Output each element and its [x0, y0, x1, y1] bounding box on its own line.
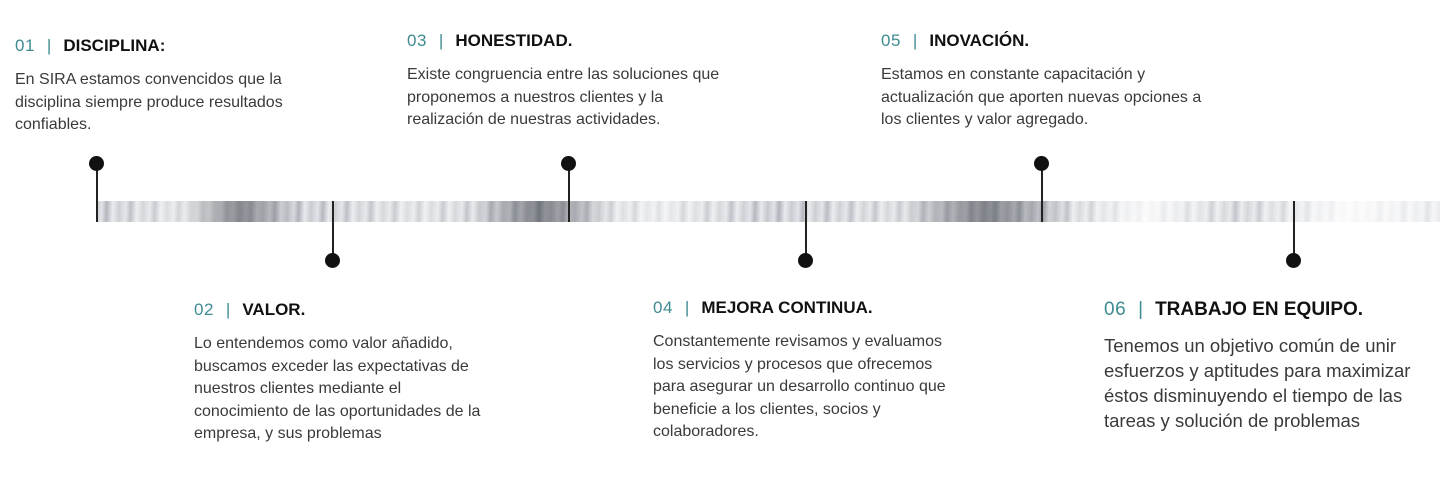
connector-02	[332, 201, 334, 261]
connector-03	[568, 163, 570, 222]
value-title: MEJORA CONTINUA.	[701, 298, 873, 317]
value-item-honestidad	[407, 31, 737, 132]
value-separator: |	[684, 298, 690, 317]
value-item-mejora-continua	[653, 298, 953, 444]
marker-dot-05	[1034, 156, 1049, 171]
value-description: Existe congruencia entre las soluciones que proponemos a nuestros clientes y la realización de nuestras actividades.	[407, 66, 720, 128]
marker-dot-01	[89, 156, 104, 171]
timeline-band-shade	[470, 201, 610, 222]
value-separator: |	[912, 31, 918, 50]
value-heading	[194, 300, 494, 320]
value-number: 03	[407, 31, 427, 50]
value-number: 04	[653, 298, 673, 317]
value-description: Estamos en constante capacitación y actualización que aporten nuevas opciones a los clientes y valor agregado.	[881, 66, 1202, 128]
value-separator: |	[438, 31, 444, 50]
value-number: 06	[1104, 299, 1127, 320]
marker-dot-02	[325, 253, 340, 268]
connector-01	[96, 163, 98, 222]
value-heading	[1104, 299, 1434, 321]
value-title: DISCIPLINA	[63, 36, 160, 55]
value-item-disciplina	[15, 36, 335, 137]
value-heading	[15, 36, 335, 56]
marker-dot-06	[1286, 253, 1301, 268]
value-title: INOVACIÓN	[929, 31, 1025, 50]
value-title-suffix: :	[159, 36, 166, 55]
value-title-suffix: .	[1024, 31, 1030, 50]
value-title-suffix: .	[567, 31, 573, 50]
marker-dot-03	[561, 156, 576, 171]
value-number: 05	[881, 31, 901, 50]
value-description: Constantemente revisamos y evaluamos los servicios y procesos que ofrecemos para asegurar un desarrollo continuo que beneficie a los clientes, socios y colaboradores.	[653, 333, 946, 440]
connector-06	[1293, 201, 1295, 261]
value-number: 01	[15, 36, 35, 55]
value-heading	[881, 31, 1211, 51]
value-description: Tenemos un objetivo común de unir esfuerzos y aptitudes para maximizar éstos disminuyendo el tiempo de las tareas y solución de problemas	[1104, 335, 1411, 431]
value-item-valor	[194, 300, 494, 446]
value-heading	[407, 31, 737, 51]
value-separator: |	[1138, 299, 1144, 320]
value-separator: |	[46, 36, 52, 55]
value-separator: |	[225, 300, 231, 319]
connector-04	[805, 201, 807, 261]
value-description: Lo entendemos como valor añadido, buscamos exceder las expectativas de nuestros clientes mediante el conocimiento de las oportunidades de la empresa, y sus problemas	[194, 335, 481, 442]
timeline-band-shade	[900, 201, 1070, 222]
value-title: HONESTIDAD	[455, 31, 568, 50]
value-title: TRABAJO EN EQUIPO.	[1155, 299, 1364, 320]
value-item-inovacion	[881, 31, 1211, 132]
timeline-band-shade	[180, 201, 300, 222]
value-item-trabajo-en-equipo	[1104, 299, 1434, 433]
value-heading	[653, 298, 953, 318]
value-description: En SIRA estamos convencidos que la disciplina siempre produce resultados confiables.	[15, 71, 283, 133]
value-number: 02	[194, 300, 214, 319]
marker-dot-04	[798, 253, 813, 268]
connector-05	[1041, 163, 1043, 222]
value-title: VALOR.	[242, 300, 306, 319]
